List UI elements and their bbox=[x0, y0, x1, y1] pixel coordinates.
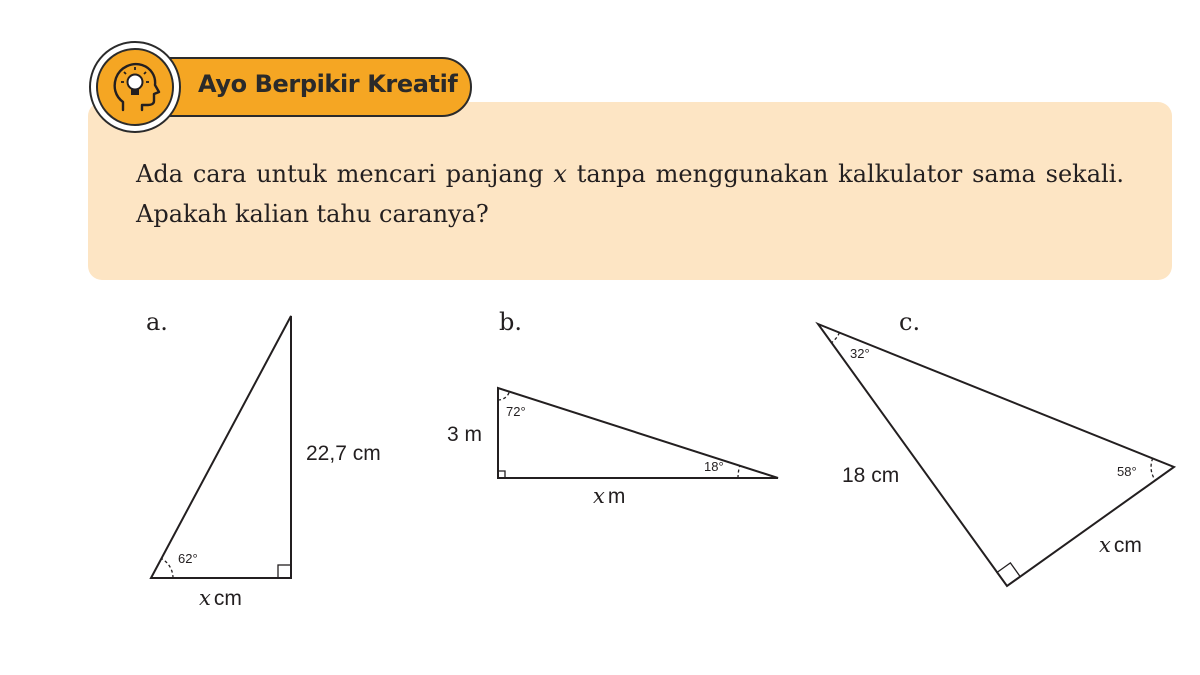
triangle-b-right-angle bbox=[498, 471, 505, 478]
callout-text-part-2: tanpa menggunakan kalkulator sama sekali. Apakah kalian tahu caranya? bbox=[136, 160, 1124, 228]
triangle-a-angle-arc bbox=[161, 559, 173, 578]
triangle-b bbox=[447, 308, 778, 508]
triangle-a-shape bbox=[151, 316, 291, 578]
triangle-c-right-arc bbox=[1151, 458, 1155, 480]
triangle-b-angle-top: 72° bbox=[506, 404, 526, 419]
triangle-b-shape bbox=[498, 388, 778, 478]
triangle-b-side-label: 3 m bbox=[447, 423, 483, 446]
callout-title: Ayo Berpikir Kreatif bbox=[198, 70, 458, 98]
triangle-a-right-angle bbox=[278, 565, 291, 578]
triangle-c bbox=[818, 308, 1174, 586]
triangle-c-label: c. bbox=[899, 308, 921, 336]
triangle-c-angle-top: 32° bbox=[850, 346, 870, 361]
callout-text-part-1: Ada cara untuk mencari panjang bbox=[136, 160, 554, 188]
triangle-c-angle-right: 58° bbox=[1117, 464, 1137, 479]
triangle-a bbox=[146, 308, 381, 610]
triangle-b-right-arc bbox=[738, 466, 740, 478]
triangle-c-side-label: 18 cm bbox=[842, 464, 900, 487]
triangle-b-base-label: x m bbox=[593, 484, 626, 508]
triangle-c-right-angle bbox=[997, 563, 1020, 586]
triangle-b-label: b. bbox=[499, 308, 522, 336]
triangle-c-top-arc bbox=[832, 333, 840, 343]
triangle-b-top-arc bbox=[498, 392, 509, 400]
triangle-a-label: a. bbox=[146, 308, 168, 336]
triangle-a-side-label: 22,7 cm bbox=[306, 442, 381, 465]
callout-variable: x bbox=[553, 160, 567, 188]
triangle-a-base-label: x cm bbox=[199, 586, 242, 610]
triangle-a-angle: 62° bbox=[178, 551, 198, 566]
triangle-b-angle-right: 18° bbox=[704, 459, 724, 474]
triangle-c-base-label: x cm bbox=[1099, 533, 1142, 557]
